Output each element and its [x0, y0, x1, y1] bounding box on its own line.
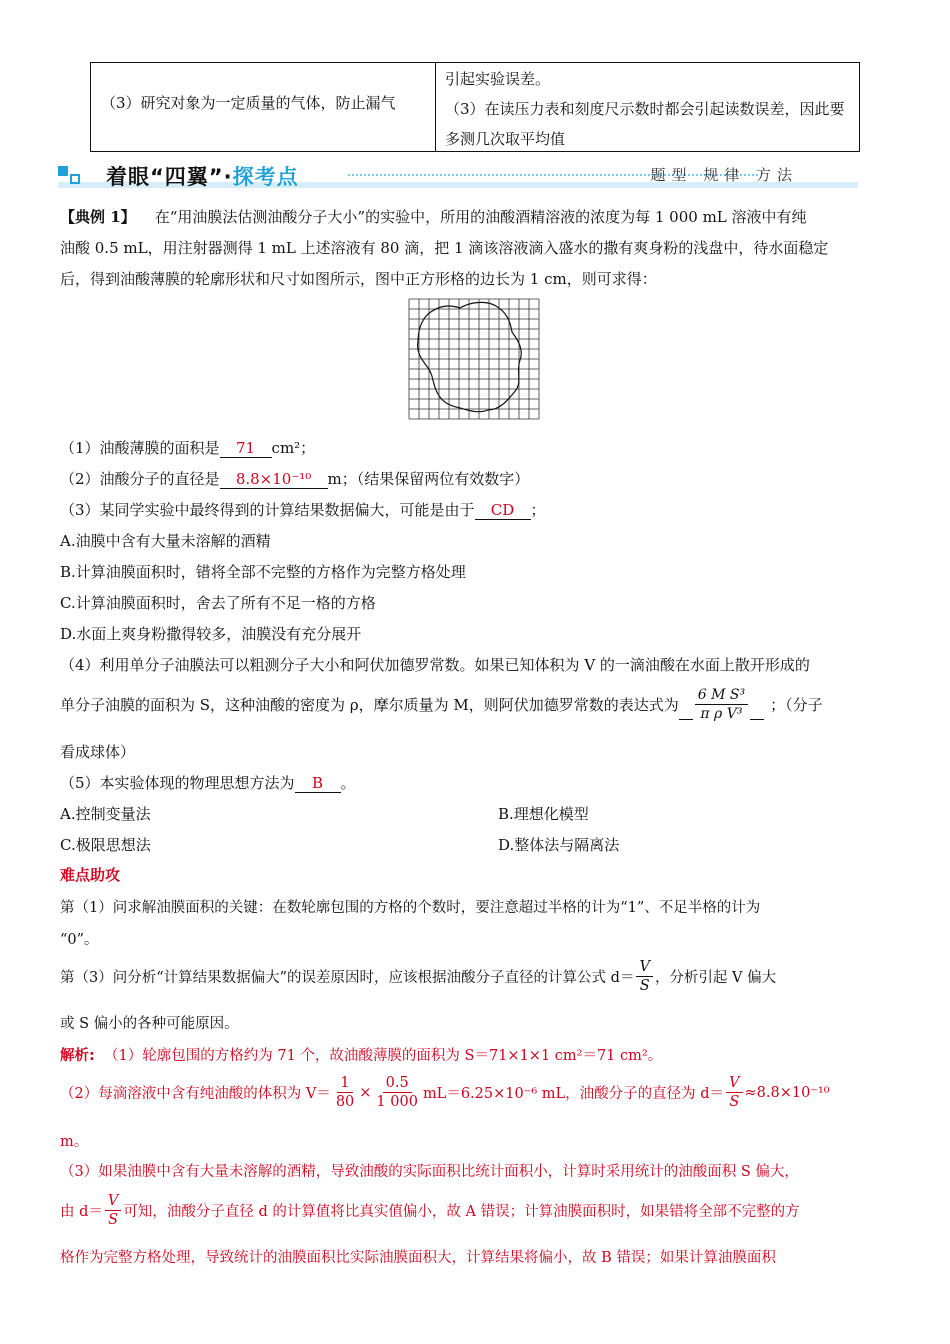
question-1: [60, 437, 315, 458]
q4-prefix: 单分子油膜的面积为 S，这种油酸的密度为 ρ，摩尔质量为 M，则阿伏加德罗常数的表达式为: [60, 696, 679, 714]
solution-s3-denominator: S: [108, 1212, 119, 1228]
solution-fraction-3: [726, 1074, 742, 1111]
section-header: [58, 160, 858, 190]
solution-s3-numerator: V: [105, 1192, 121, 1211]
example-label: 【典例 1】: [60, 208, 136, 226]
difficulty-p2-line1: [60, 958, 776, 995]
solution-line3: m。: [60, 1134, 89, 1150]
difficulty-p2-line2: 或 S 偏小的各种可能原因。: [60, 1016, 239, 1032]
solution-label: 解析:: [60, 1048, 95, 1064]
solution-fraction-1: [333, 1074, 357, 1111]
q3-option-c: C.计算油膜面积时，舍去了所有不足一格的方格: [60, 594, 376, 612]
solution-fraction-1-num: 1: [337, 1074, 352, 1093]
section-title-prefix: 着眼“四翼”·: [106, 165, 233, 189]
solution-fraction-2-den: 1 000: [376, 1094, 418, 1110]
solution-fraction-3-num: V: [726, 1074, 742, 1093]
difficulty-formula-denominator: S: [639, 978, 650, 994]
table-left-cell: （3）研究对象为一定质量的气体，防止漏气: [101, 94, 396, 112]
example-line1-text: 在“用油膜法估测油酸分子大小”的实验中，所用的油酸酒精溶液的浓度为每 1 000 mL 溶液中有纯: [154, 208, 807, 226]
solution-s3-line2: [60, 1192, 800, 1229]
q3-option-d: D.水面上爽身粉撒得较多，油膜没有充分展开: [60, 625, 362, 643]
solution-s3-fraction: [105, 1192, 121, 1229]
header-square-icon: [58, 166, 68, 176]
section-title-accent: 探考点: [232, 165, 299, 189]
q1-answer: 71: [220, 439, 272, 458]
solution-fraction-2: [373, 1074, 421, 1111]
q3-answer: CD: [475, 501, 531, 520]
example-line2: 油酸 0.5 mL，用注射器测得 1 mL 上述溶液有 80 滴，把 1 滴该溶液滴入盛水的撒有爽身粉的浅盘中，待水面稳定: [60, 239, 829, 257]
q2-answer: 8.8×10⁻¹⁰: [220, 470, 328, 489]
q4-blank-left: [679, 700, 693, 720]
q4-numerator: 6 M S³: [695, 686, 748, 705]
q4-denominator: π ρ V³: [700, 706, 743, 722]
question-4-line3: 看成球体）: [60, 743, 136, 761]
q2-suffix: m；（结果保留两位有效数字）: [327, 470, 530, 488]
q4-blank-right: [750, 700, 764, 720]
section-right-label: 题型 规律 方法: [650, 166, 798, 184]
q4-suffix: ；（分子: [770, 696, 823, 714]
difficulty-p1-line1: 第（1）问求解油膜面积的关键：在数轮廓包围的方格的个数时，要注意超过半格的计为“1”、不足半格的计为: [60, 900, 761, 916]
q5-option-a: A.控制变量法: [60, 805, 151, 823]
solution-times: ×: [359, 1084, 372, 1101]
table-right-cell: [445, 64, 855, 154]
difficulty-p1-line2: “0”。: [60, 932, 99, 948]
solution-fraction-2-num: 0.5: [383, 1074, 412, 1093]
solution-s1: （1）轮廓包围的方格约为 71 个，故油酸薄膜的面积为 S＝71×1×1 cm²＝71 cm²。: [104, 1048, 663, 1064]
solution-fraction-1-den: 80: [335, 1094, 355, 1110]
section-title: [106, 161, 299, 191]
question-4-line2: [60, 686, 823, 723]
table-top-border: [91, 62, 859, 63]
header-outline-square-icon: [70, 174, 80, 184]
question-3: [60, 499, 546, 520]
difficulty-formula-fraction: [636, 958, 652, 995]
difficulty-p2-prefix: 第（3）问分析“计算结果数据偏大”的误差原因时，应该根据油酸分子直径的计算公式 d＝: [60, 970, 635, 986]
table-divider: [435, 62, 436, 151]
solution-s3-suffix: 可知，油酸分子直径 d 的计算值将比真实值偏小，故 A 错误；计算油膜面积时，如果错将全部不完整的方: [123, 1204, 800, 1220]
difficulty-heading: 难点助攻: [60, 866, 121, 884]
question-5: [60, 772, 356, 793]
q4-answer-fraction: [695, 686, 748, 723]
oil-film-grid-figure: [408, 298, 540, 420]
q1-suffix: cm²；: [271, 439, 316, 457]
table-right-line1: 引起实验误差。: [445, 70, 551, 88]
question-4-line1: （4）利用单分子油膜法可以粗测分子大小和阿伏加德罗常数。如果已知体积为 V 的一滴油酸在水面上散开形成的: [60, 656, 810, 674]
question-2: [60, 468, 529, 489]
comparison-table: [90, 62, 860, 152]
solution-line1: [60, 1044, 662, 1065]
q1-prefix: （1）油酸薄膜的面积是: [60, 439, 220, 457]
q3-option-b: B.计算油膜面积时，错将全部不完整的方格作为完整方格处理: [60, 563, 466, 581]
q5-option-c: C.极限思想法: [60, 836, 151, 854]
q5-prefix: （5）本实验体现的物理思想方法为: [60, 774, 295, 792]
solution-s3-line1: （3）如果油膜中含有大量未溶解的酒精，导致油酸的实际面积比统计面积小，计算时采用统计的油酸面积 S 偏大，: [60, 1164, 799, 1180]
solution-s3-line3: 格作为完整方格处理，导致统计的油膜面积比实际油膜面积大，计算结果将偏小，故 B 错误；如果计算油膜面积: [60, 1250, 776, 1266]
table-right-line2: （3）在读压力表和刻度尺示数时都会引起读数误差，因此要多测几次取平均值: [445, 100, 845, 148]
q2-prefix: （2）油酸分子的直径是: [60, 470, 220, 488]
difficulty-formula-numerator: V: [636, 958, 652, 977]
solution-line2: [60, 1074, 830, 1111]
example-line3: 后，得到油酸薄膜的轮廓形状和尺寸如图所示，图中正方形格的边长为 1 cm，则可求得：: [60, 270, 657, 288]
solution-fraction-3-den: S: [729, 1094, 740, 1110]
q3-prefix: （3）某同学实验中最终得到的计算结果数据偏大，可能是由于: [60, 501, 475, 519]
difficulty-p2-suffix: ，分析引起 V 偏大: [654, 970, 777, 986]
q5-option-b: B.理想化模型: [498, 805, 589, 823]
q3-option-a: A.油膜中含有大量未溶解的酒精: [60, 532, 271, 550]
q5-option-d: D.整体法与隔离法: [498, 836, 620, 854]
solution-s3-prefix: 由 d＝: [60, 1204, 103, 1220]
solution-s2-middle: mL＝6.25×10⁻⁶ mL，油酸分子的直径为 d＝: [422, 1086, 725, 1102]
solution-s2-prefix: （2）每滴溶液中含有纯油酸的体积为 V＝: [60, 1086, 331, 1102]
q5-answer: B: [295, 774, 341, 793]
q5-suffix: 。: [340, 774, 356, 792]
q3-suffix: ；: [530, 501, 546, 519]
example-line1: [60, 206, 807, 227]
solution-s2-suffix: ≈8.8×10⁻¹⁰: [744, 1084, 830, 1101]
